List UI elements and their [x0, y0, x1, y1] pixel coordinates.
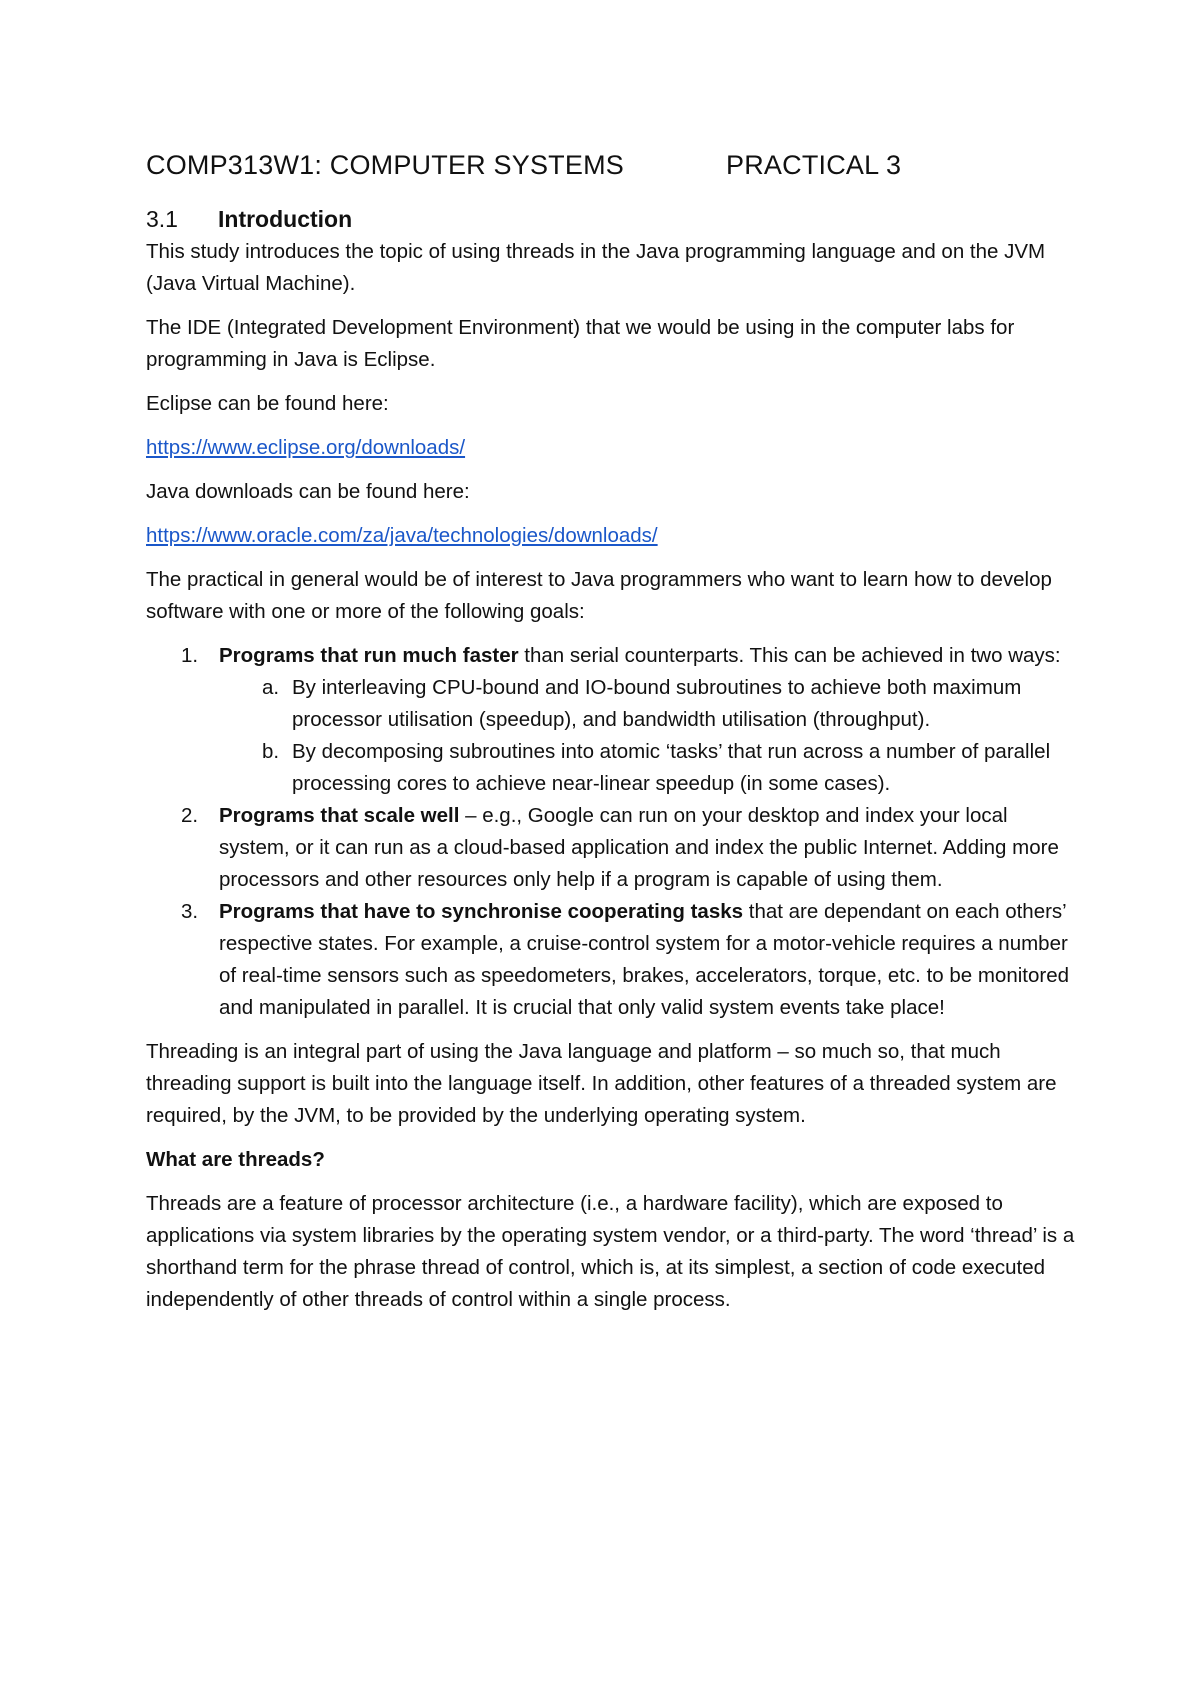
list-marker: 2. [181, 804, 199, 827]
goals-intro-paragraph: The practical in general would be of interest to Java programmers who want to learn how to develop software with one or more of the following goals: [146, 568, 1052, 623]
sub-list-item [262, 672, 1076, 736]
goals-list [146, 640, 1076, 1024]
sub-list-marker: b. [262, 740, 280, 763]
sub-item-text: By decomposing subroutines into atomic ‘tasks’ that run across a number of parallel processing cores to achieve near-linear speedup (in some cases). [292, 740, 1051, 795]
section-number: 3.1 [146, 206, 178, 232]
java-link[interactable]: https://www.oracle.com/za/java/technologies/downloads/ [146, 524, 658, 547]
goal-bold-text: Programs that have to synchronise cooperating tasks [219, 900, 744, 923]
intro-paragraph: This study introduces the topic of using threads in the Java programming language and on the JVM (Java Virtual Machine). [146, 240, 1046, 295]
ide-paragraph: The IDE (Integrated Development Environment) that we would be using in the computer labs for programming in Java is Eclipse. [146, 316, 1015, 371]
sub-list-marker: a. [262, 676, 280, 699]
course-title: COMP313W1: COMPUTER SYSTEMS [146, 150, 624, 180]
section-title: Introduction [218, 206, 353, 232]
section-heading [146, 206, 1076, 236]
java-label: Java downloads can be found here: [146, 480, 470, 503]
goal-bold-text: Programs that scale well [219, 804, 460, 827]
goal-bold-text: Programs that run much faster [219, 644, 519, 667]
sub-list [219, 672, 1076, 800]
list-item [181, 896, 1076, 1024]
list-item [181, 800, 1076, 896]
practical-title: PRACTICAL 3 [726, 150, 902, 180]
eclipse-label: Eclipse can be found here: [146, 392, 389, 415]
threads-paragraph: Threads are a feature of processor architecture (i.e., a hardware facility), which are exposed to applications via system libraries by the operating system vendor, or a third-party. The word ‘thread’ is a shorthand term for the phrase thread of control, which is, at its simplest, a section of code executed independently of other threads of control within a single process. [146, 1192, 1075, 1311]
document-header [146, 150, 1076, 186]
goal-text: – e.g., Google can run on your desktop and index your local system, or it can run as a cloud-based application and index the public Internet. Adding more processors and other resources only help if a program is capable of using them. [219, 804, 1059, 891]
eclipse-link[interactable]: https://www.eclipse.org/downloads/ [146, 436, 466, 459]
page-content [146, 150, 1076, 1316]
what-are-threads-heading: What are threads? [146, 1148, 325, 1171]
list-marker: 1. [181, 644, 199, 667]
sub-item-text: By interleaving CPU-bound and IO-bound subroutines to achieve both maximum processor utilisation (speedup), and bandwidth utilisation (throughput). [292, 676, 1022, 731]
list-marker: 3. [181, 900, 199, 923]
goal-text: that are dependant on each others’ respective states. For example, a cruise-control system for a motor-vehicle requires a number of real-time sensors such as speedometers, brakes, accelerators, torque, etc. to be monitored and manipulated in parallel. It is crucial that only valid system events take place! [219, 900, 1070, 1019]
threading-paragraph: Threading is an integral part of using the Java language and platform – so much so, that much threading support is built into the language itself. In addition, other features of a threaded system are required, by the JVM, to be provided by the underlying operating system. [146, 1040, 1057, 1127]
sub-list-item [262, 736, 1076, 800]
goal-text: than serial counterparts. This can be achieved in two ways: [518, 644, 1061, 667]
list-item [181, 640, 1076, 800]
